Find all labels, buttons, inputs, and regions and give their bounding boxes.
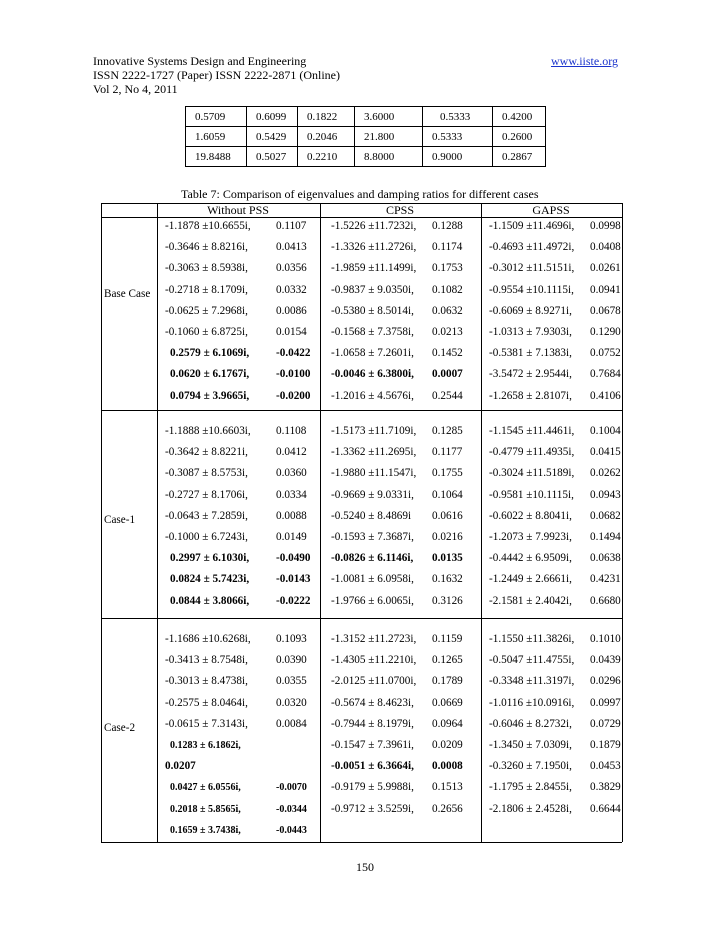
- damping-ratio-cell: 0.0261: [590, 262, 621, 275]
- eigenvalue-cell: -0.0046 ± 6.3800i,: [331, 368, 414, 381]
- damping-ratio-cell: 0.3126: [432, 594, 463, 607]
- damping-ratio-cell: 0.1755: [432, 467, 463, 480]
- damping-ratio-cell: 0.3829: [590, 781, 621, 794]
- website-link[interactable]: www.iiste.org: [551, 54, 618, 68]
- eigenvalue-cell: -1.0658 ± 7.2601i,: [331, 347, 414, 360]
- column-header: CPSS: [385, 203, 415, 217]
- eigenvalue-cell: -0.3013 ± 8.4738i,: [165, 675, 248, 688]
- damping-ratio-cell: 0.1177: [432, 446, 463, 459]
- eigenvalue-cell: -1.0081 ± 6.0958i,: [331, 573, 414, 586]
- damping-ratio-cell: -0.0344: [276, 803, 307, 815]
- damping-ratio-cell: 0.0997: [590, 696, 621, 709]
- eigenvalue-cell: -1.0313 ± 7.9303i,: [489, 326, 572, 338]
- table-cell: 8.8000: [355, 147, 423, 167]
- eigenvalue-cell: -1.9859 ±11.1499i,: [331, 262, 417, 275]
- damping-ratio-cell: 0.4231: [590, 573, 621, 586]
- eigenvalue-cell: 0.1283 ± 6.1862i,: [170, 740, 241, 751]
- damping-ratio-cell: 0.0998: [590, 220, 621, 232]
- damping-ratio-cell: -0.0443: [276, 824, 307, 836]
- eigenvalue-cell: -1.3326 ±11.2726i,: [331, 241, 417, 254]
- eigenvalue-cell: -0.4693 ±11.4972i,: [489, 241, 575, 254]
- eigenvalue-cell: -0.1568 ± 7.3758i,: [331, 326, 414, 338]
- table-cell: 1.6059: [186, 127, 247, 147]
- damping-ratio-cell: 0.0088: [276, 509, 307, 522]
- table-cell: 0.5333: [423, 127, 493, 147]
- damping-ratio-cell: 0.1004: [590, 425, 621, 437]
- eigenvalue-cell: -0.2718 ± 8.1709i,: [165, 283, 248, 296]
- damping-ratio-cell: 0.1064: [432, 488, 463, 501]
- eigenvalue-cell: -3.5472 ± 2.9544i,: [489, 368, 572, 381]
- case-label: Case-1: [104, 513, 136, 526]
- eigenvalue-cell: -0.2727 ± 8.1706i,: [165, 488, 248, 501]
- table-cell: 3.6000: [355, 107, 423, 127]
- eigenvalue-cell: -1.2073 ± 7.9923i,: [489, 531, 572, 543]
- eigenvalue-cell: -0.4779 ±11.4935i,: [489, 446, 575, 459]
- column-header: GAPSS: [532, 203, 570, 217]
- issn-line: ISSN 2222-1727 (Paper) ISSN 2222-2871 (Online): [93, 68, 340, 82]
- damping-ratio-cell: 0.0415: [590, 446, 621, 459]
- eigenvalue-cell: -0.9554 ±10.1115i,: [489, 283, 574, 296]
- eigenvalue-cell: -2.1581 ± 2.4042i,: [489, 594, 572, 607]
- table-cell: 19.8488: [186, 147, 247, 167]
- eigenvalue-cell: 0.0794 ± 3.9665i,: [170, 389, 250, 402]
- damping-ratio-cell: 0.0209: [432, 739, 463, 751]
- damping-ratio-cell: 0.0296: [590, 675, 621, 688]
- column-header: Without PSS: [207, 203, 269, 217]
- damping-ratio-cell: 0.0007: [432, 368, 463, 381]
- table-cell: 0.5429: [247, 127, 298, 147]
- eigenvalue-cell: -0.3024 ±11.5189i,: [489, 467, 575, 480]
- damping-ratio-cell: 0.0008: [432, 760, 463, 773]
- damping-ratio-cell: 0.1288: [432, 220, 463, 232]
- table-cell: 21.800: [355, 127, 423, 147]
- eigenvalue-cell: 0.2997 ± 6.1030i,: [170, 552, 250, 565]
- damping-ratio-cell: 0.2544: [432, 389, 463, 402]
- eigenvalue-cell: -0.5381 ± 7.1383i,: [489, 347, 572, 360]
- eigenvalue-cell: -1.5173 ±11.7109i,: [331, 425, 417, 437]
- eigenvalue-cell: -1.3152 ±11.2723i,: [331, 633, 417, 645]
- table-cell: 0.5333: [423, 107, 493, 127]
- table-rule: [101, 842, 622, 843]
- damping-ratio-cell: 0.0334: [276, 488, 307, 501]
- eigenvalue-cell: 0.0824 ± 5.7423i,: [170, 573, 250, 586]
- damping-ratio-cell: 0.1159: [432, 633, 463, 645]
- table-cell: 0.4200: [493, 107, 546, 127]
- page-number: 150: [356, 860, 374, 874]
- damping-ratio-cell: 0.0678: [590, 304, 621, 317]
- eigenvalue-cell: -0.5240 ± 8.4869i: [331, 509, 412, 522]
- table-rule: [481, 203, 482, 842]
- eigenvalue-cell: -0.3063 ± 8.5938i,: [165, 262, 248, 275]
- damping-ratio-cell: 0.0616: [432, 509, 463, 522]
- damping-ratio-cell: 0.0669: [432, 696, 463, 709]
- damping-ratio-cell: 0.1452: [432, 347, 463, 360]
- damping-ratio-cell: -0.0422: [276, 347, 311, 360]
- case-label: Base Case: [104, 287, 151, 300]
- damping-ratio-cell: -0.0100: [276, 368, 311, 381]
- eigenvalue-cell: -1.3362 ±11.2695i,: [331, 446, 417, 459]
- eigenvalue-cell: -0.0826 ± 6.1146i,: [331, 552, 414, 565]
- damping-ratio-cell: 0.0632: [432, 304, 463, 317]
- eigenvalue-table: [101, 203, 622, 842]
- damping-ratio-cell: -0.0200: [276, 389, 311, 402]
- damping-ratio-cell: 0.1494: [590, 531, 621, 543]
- damping-ratio-cell: 0.0638: [590, 552, 621, 565]
- table-rule: [157, 203, 158, 842]
- damping-ratio-cell: 0.0355: [276, 675, 307, 688]
- eigenvalue-cell: -0.9837 ± 9.0350i,: [331, 283, 414, 296]
- damping-ratio-cell: 0.0682: [590, 509, 621, 522]
- table-rule: [101, 618, 622, 619]
- eigenvalue-cell: -0.6069 ± 8.9271i,: [489, 304, 572, 317]
- eigenvalue-cell: -0.4442 ± 6.9509i,: [489, 552, 572, 565]
- damping-ratio-cell: 0.0084: [276, 717, 307, 730]
- damping-ratio-cell: 0.1513: [432, 781, 463, 794]
- eigenvalue-cell: -0.3348 ±11.3197i,: [489, 675, 575, 688]
- volume-line: Vol 2, No 4, 2011: [93, 82, 178, 96]
- damping-ratio-cell: 0.7684: [590, 368, 621, 381]
- eigenvalue-cell: -0.1060 ± 6.8725i,: [165, 326, 248, 338]
- damping-ratio-cell: 0.0943: [590, 488, 621, 501]
- eigenvalue-cell: -0.7944 ± 8.1979i,: [331, 717, 414, 730]
- eigenvalue-cell: -1.1795 ± 2.8455i,: [489, 781, 572, 794]
- damping-ratio-cell: 0.1290: [590, 326, 621, 338]
- eigenvalue-cell: -0.3642 ± 8.8221i,: [165, 446, 248, 459]
- eigenvalue-cell: -1.1686 ±10.6268i,: [165, 633, 251, 645]
- damping-ratio-cell: 0.1632: [432, 573, 463, 586]
- damping-ratio-cell: 0.0135: [432, 552, 463, 565]
- eigenvalue-cell: 0.0844 ± 3.8066i,: [170, 594, 250, 607]
- eigenvalue-cell: -0.3260 ± 7.1950i,: [489, 760, 572, 773]
- journal-title: Innovative Systems Design and Engineering: [93, 54, 307, 68]
- table-rule: [320, 203, 321, 842]
- eigenvalue-cell: -1.9880 ±11.1547i,: [331, 467, 417, 480]
- eigenvalue-cell: -1.2658 ± 2.8107i,: [489, 389, 572, 402]
- eigenvalue-cell: -0.3087 ± 8.5753i,: [165, 467, 248, 480]
- damping-ratio-cell: -0.0222: [276, 594, 311, 607]
- eigenvalue-cell: -0.0051 ± 6.3664i,: [331, 760, 414, 773]
- table-rule: [101, 217, 622, 218]
- damping-ratio-cell: 0.0413: [276, 241, 307, 254]
- damping-ratio-cell: 0.0320: [276, 696, 307, 709]
- damping-ratio-cell: 0.1789: [432, 675, 463, 688]
- eigenvalue-cell: 0.1659 ± 3.7438i,: [170, 824, 241, 836]
- damping-ratio-cell: 0.1108: [276, 425, 307, 437]
- eigenvalue-cell: 0.0427 ± 6.0556i,: [170, 782, 241, 794]
- damping-ratio-cell: 0.1010: [590, 633, 621, 645]
- table-caption: Table 7: Comparison of eigenvalues and damping ratios for different cases: [181, 187, 539, 201]
- eigenvalue-cell: -1.1550 ±11.3826i,: [489, 633, 575, 645]
- damping-ratio-cell: 0.6644: [590, 802, 621, 815]
- eigenvalue-cell: 0.2579 ± 6.1069i,: [170, 347, 250, 360]
- eigenvalue-cell: -1.5226 ±11.7232i,: [331, 220, 417, 232]
- eigenvalue-cell: -1.1888 ±10.6603i,: [165, 425, 251, 437]
- damping-ratio-cell: 0.0262: [590, 467, 621, 480]
- eigenvalue-cell: 0.2018 ± 5.8565i,: [170, 803, 241, 815]
- damping-ratio-cell: 0.2656: [432, 802, 463, 815]
- damping-ratio-cell: 0.1879: [590, 739, 621, 751]
- damping-ratio-cell: 0.0213: [432, 326, 463, 338]
- eigenvalue-cell: -0.0615 ± 7.3143i,: [165, 717, 248, 730]
- eigenvalue-cell: -0.6046 ± 8.2732i,: [489, 717, 572, 730]
- eigenvalue-cell: -0.9712 ± 3.5259i,: [331, 802, 414, 815]
- damping-ratio-cell: 0.1174: [432, 241, 463, 254]
- damping-ratio-cell: 0.1093: [276, 633, 307, 645]
- damping-ratio-cell: 0.0439: [590, 654, 621, 667]
- eigenvalue-cell: 0.0207: [165, 760, 196, 773]
- eigenvalue-cell: -1.1545 ±11.4461i,: [489, 425, 575, 437]
- eigenvalue-cell: -0.9179 ± 5.9988i,: [331, 781, 414, 794]
- eigenvalue-cell: -0.3646 ± 8.8216i,: [165, 241, 248, 254]
- eigenvalue-cell: -0.1593 ± 7.3687i,: [331, 531, 414, 543]
- damping-ratio-cell: 0.1753: [432, 262, 463, 275]
- eigenvalue-cell: -0.1000 ± 6.7243i,: [165, 531, 248, 543]
- eigenvalue-cell: -0.3012 ±11.5151i,: [489, 262, 575, 275]
- eigenvalue-cell: -1.4305 ±11.2210i,: [331, 654, 417, 667]
- table-cell: 0.2600: [493, 127, 546, 147]
- damping-ratio-cell: 0.0390: [276, 654, 307, 667]
- eigenvalue-cell: -0.2575 ± 8.0464i,: [165, 696, 248, 709]
- eigenvalue-cell: -1.0116 ±10.0916i,: [489, 696, 575, 709]
- damping-ratio-cell: 0.0408: [590, 241, 621, 254]
- eigenvalue-cell: 0.0620 ± 6.1767i,: [170, 368, 250, 381]
- eigenvalue-cell: -1.2016 ± 4.5676i,: [331, 389, 414, 402]
- damping-ratio-cell: 0.0729: [590, 717, 621, 730]
- table-cell: 0.2046: [298, 127, 355, 147]
- table-cell: 0.5709: [186, 107, 247, 127]
- table-rule: [101, 410, 622, 411]
- eigenvalue-cell: -1.2449 ± 2.6661i,: [489, 573, 572, 586]
- eigenvalue-cell: -0.0643 ± 7.2859i,: [165, 509, 248, 522]
- table-cell: 0.2867: [493, 147, 546, 167]
- eigenvalue-cell: -2.0125 ±11.0700i,: [331, 675, 417, 688]
- eigenvalue-cell: -1.1878 ±10.6655i,: [165, 220, 251, 232]
- table-row: [186, 127, 546, 147]
- eigenvalue-cell: -1.1509 ±11.4696i,: [489, 220, 575, 232]
- damping-ratio-cell: 0.0453: [590, 760, 621, 773]
- table-cell: 0.2210: [298, 147, 355, 167]
- damping-ratio-cell: 0.1265: [432, 654, 463, 667]
- eigenvalue-cell: -0.9581 ±10.1115i,: [489, 488, 574, 501]
- damping-ratio-cell: -0.0490: [276, 552, 311, 565]
- damping-ratio-cell: 0.1082: [432, 283, 463, 296]
- eigenvalue-cell: -0.5380 ± 8.5014i,: [331, 304, 414, 317]
- eigenvalue-cell: -2.1806 ± 2.4528i,: [489, 802, 572, 815]
- damping-ratio-cell: 0.0412: [276, 446, 307, 459]
- table-cell: 0.6099: [247, 107, 298, 127]
- damping-ratio-cell: 0.4106: [590, 389, 621, 402]
- damping-ratio-cell: 0.1285: [432, 425, 463, 437]
- table-row: [186, 107, 546, 127]
- eigenvalue-cell: -1.9766 ± 6.0065i,: [331, 594, 414, 607]
- damping-ratio-cell: 0.0752: [590, 347, 621, 360]
- eigenvalue-cell: -0.9669 ± 9.0331i,: [331, 488, 414, 501]
- damping-ratio-cell: 0.0332: [276, 283, 307, 296]
- table-row: [186, 147, 546, 167]
- eigenvalue-cell: -0.3413 ± 8.7548i,: [165, 654, 248, 667]
- table-cell: 0.5027: [247, 147, 298, 167]
- table-rule: [622, 203, 623, 842]
- eigenvalue-cell: -0.0625 ± 7.2968i,: [165, 304, 248, 317]
- damping-ratio-cell: 0.0086: [276, 304, 307, 317]
- eigenvalue-cell: -1.3450 ± 7.0309i,: [489, 739, 572, 751]
- damping-ratio-cell: -0.0070: [276, 782, 307, 794]
- case-label: Case-2: [104, 721, 136, 734]
- damping-ratio-cell: 0.6680: [590, 594, 621, 607]
- eigenvalue-cell: -0.5674 ± 8.4623i,: [331, 696, 414, 709]
- damping-ratio-cell: -0.0143: [276, 573, 311, 586]
- damping-ratio-cell: 0.0356: [276, 262, 307, 275]
- damping-ratio-cell: 0.0964: [432, 717, 463, 730]
- damping-ratio-cell: 0.0216: [432, 531, 463, 543]
- table-rule: [101, 203, 102, 842]
- damping-ratio-cell: 0.0149: [276, 531, 307, 543]
- damping-ratio-cell: 0.1107: [276, 220, 307, 232]
- table-cell: 0.9000: [423, 147, 493, 167]
- damping-ratio-cell: 0.0941: [590, 283, 621, 296]
- damping-ratio-cell: 0.0154: [276, 326, 307, 338]
- eigenvalue-cell: -0.1547 ± 7.3961i,: [331, 739, 414, 751]
- damping-ratio-cell: 0.0360: [276, 467, 307, 480]
- eigenvalue-cell: -0.6022 ± 8.8041i,: [489, 509, 572, 522]
- continued-table: [185, 106, 546, 167]
- table-cell: 0.1822: [298, 107, 355, 127]
- eigenvalue-cell: -0.5047 ±11.4755i,: [489, 654, 575, 667]
